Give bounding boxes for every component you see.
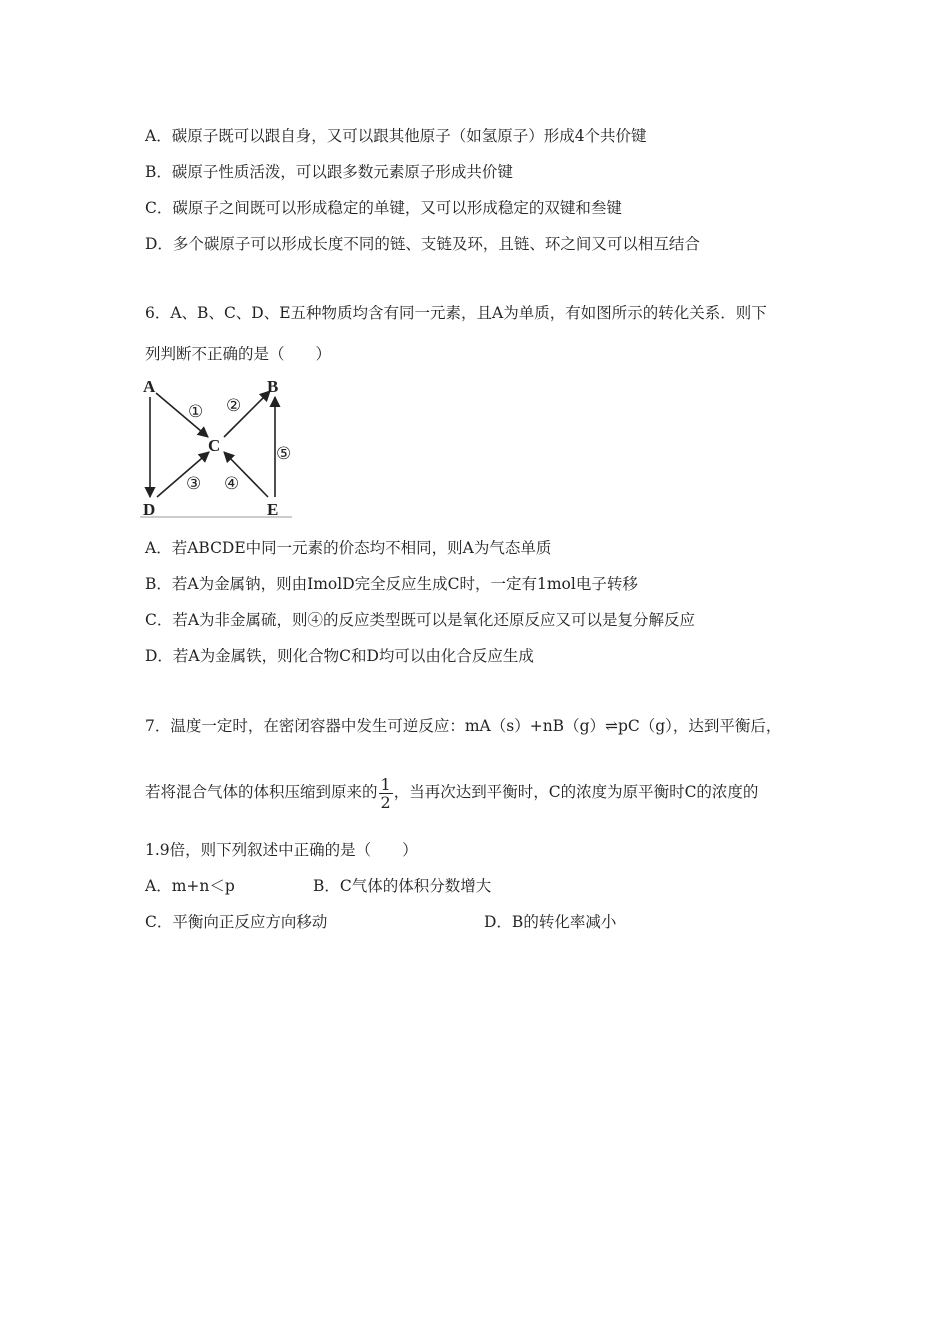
label-r1: ①: [188, 402, 204, 422]
conversion-diagram: [140, 377, 300, 522]
label-r2: ②: [226, 396, 242, 416]
label-r4: ④: [224, 474, 240, 494]
q7-option-a: A．m+n＜p: [145, 877, 235, 895]
q7-stem-line3: 1.9倍，则下列叙述中正确的是（ ）: [145, 841, 418, 859]
q7-stem-after: ，当再次达到平衡时，C的浓度为原平衡时C的浓度的: [393, 783, 759, 801]
q7-stem-line1: 7．温度一定时，在密闭容器中发生可逆反应：mA（s）+nB（g）⇌pC（g），达到平衡后，: [145, 717, 782, 735]
q6-stem-line1: 6．A、B、C、D、E五种物质均含有同一元素，且A为单质，有如图所示的转化关系．则下: [145, 304, 767, 322]
label-r3: ③: [186, 474, 202, 494]
node-e: E: [267, 500, 279, 519]
q6-option-a: A．若ABCDE中同一元素的价态均不相同，则A为气态单质: [145, 539, 552, 557]
q7-option-b: B．C气体的体积分数增大: [313, 877, 492, 895]
fraction-one-half: [379, 776, 393, 811]
q6-option-c: C．若A为非金属硫，则④的反应类型既可以是氧化还原反应又可以是复分解反应: [145, 611, 696, 629]
fraction-denominator: 2: [380, 792, 391, 812]
q5-option-c: C．碳原子之间既可以形成稳定的单键，又可以形成稳定的双键和叁键: [145, 199, 622, 217]
label-r5: ⑤: [276, 444, 292, 464]
node-d: D: [143, 500, 156, 519]
q5-option-b: B．碳原子性质活泼，可以跟多数元素原子形成共价键: [145, 163, 513, 181]
q6-option-b: B．若A为金属钠，则由ImolD完全反应生成C时，一定有1mol电子转移: [145, 575, 638, 593]
node-b: B: [267, 377, 279, 396]
node-a: A: [143, 377, 156, 396]
node-c: C: [208, 436, 221, 455]
fraction-numerator: 1: [380, 774, 391, 794]
q7-option-c: C．平衡向正反应方向移动: [145, 913, 328, 931]
q7-stem-line2: [145, 772, 758, 812]
q7-option-d: D．B的转化率减小: [484, 913, 617, 931]
q6-option-d: D．若A为金属铁，则化合物C和D均可以由化合反应生成: [145, 647, 534, 665]
q5-option-a: A．碳原子既可以跟自身，又可以跟其他原子（如氢原子）形成4个共价键: [145, 127, 647, 145]
q5-option-d: D．多个碳原子可以形成长度不同的链、支链及环，且链、环之间又可以相互结合: [145, 235, 700, 253]
q6-stem-line2: 列判断不正确的是（ ）: [145, 345, 332, 363]
q7-stem-before: 若将混合气体的体积压缩到原来的: [145, 783, 378, 801]
